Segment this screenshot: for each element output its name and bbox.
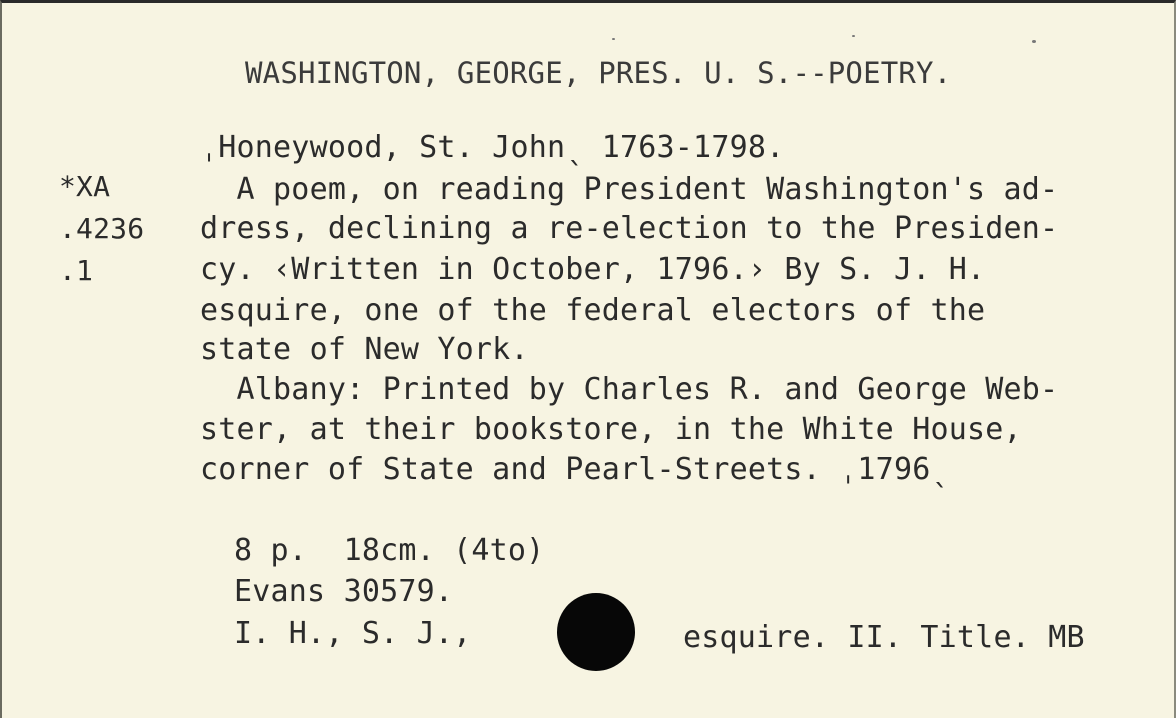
speck-mark xyxy=(1032,40,1036,43)
reference-line: Evans 30579. xyxy=(234,574,454,609)
speck-mark xyxy=(612,38,615,40)
entry-line-4: cy. ‹Written in October, 1796.› By S. J. H. xyxy=(200,252,986,287)
entry-line-8: ster, at their bookstore, in the White House, xyxy=(200,412,1022,447)
entry-line-9: corner of State and Pearl-Streets. ˌ1796ˎ xyxy=(200,452,949,487)
entry-line-5: esquire, one of the federal electors of the xyxy=(200,293,986,328)
call-number-line-1: *XA xyxy=(59,170,111,203)
entry-line-2: A poem, on reading President Washington's ad- xyxy=(200,172,1059,207)
punch-hole xyxy=(557,593,635,671)
call-number-line-3: .1 xyxy=(59,254,94,287)
entry-line-1: ˌHoneywood, St. Johnˎ 1763-1798. xyxy=(200,130,785,165)
entry-line-7: Albany: Printed by Charles R. and George Web- xyxy=(200,372,1059,407)
tracing-right: esquire. II. Title. MB xyxy=(683,620,1085,655)
call-number-line-2: .4236 xyxy=(59,212,145,245)
collation-line: 8 p. 18cm. (4to) xyxy=(234,533,545,568)
entry-line-3: dress, declining a re-election to the Presiden- xyxy=(200,211,1059,246)
entry-line-6: state of New York. xyxy=(200,332,529,367)
tracing-left: I. H., S. J., xyxy=(234,616,472,651)
speck-mark xyxy=(852,35,855,37)
subject-heading: WASHINGTON, GEORGE, PRES. U. S.--POETRY. xyxy=(245,56,952,90)
